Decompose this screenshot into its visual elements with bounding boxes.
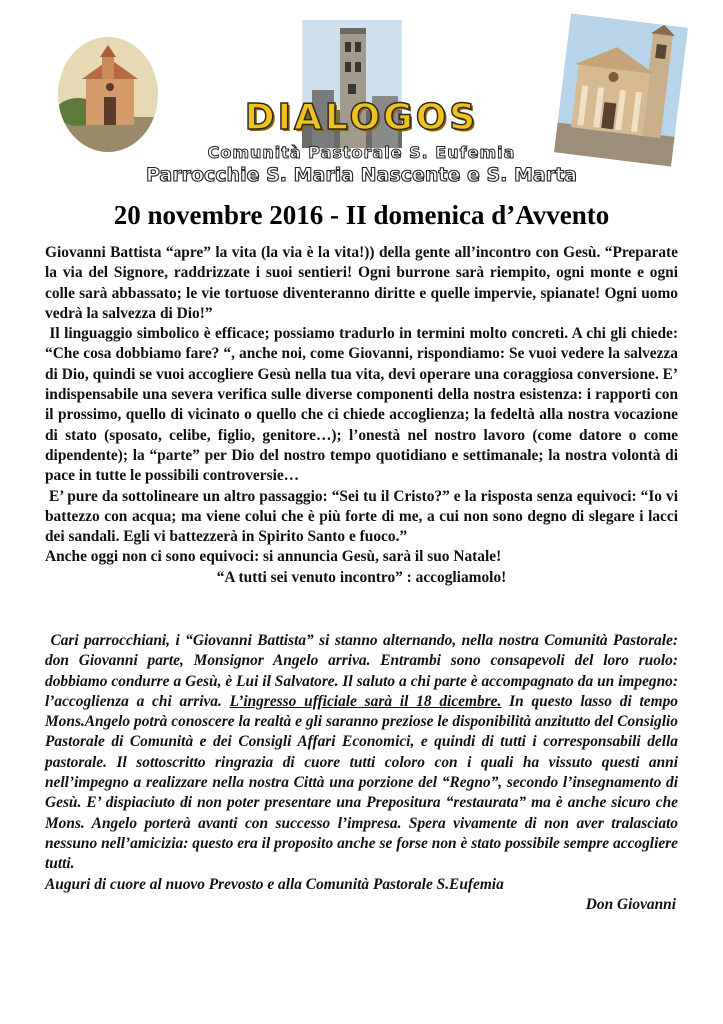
letter-paragraph xyxy=(45,631,678,875)
parishes-name: Parrocchie S. Maria Nascente e S. Marta xyxy=(146,164,577,186)
letter-text-part2: In questo lasso di tempo Mons.Angelo potrà conoscere la realtà e gli saranno preziose le disponibilità anzitutto del Consiglio Pastorale di Comunità e dei Consigli Affari Economici, e quindi di tutti i corresponsabili della pastorale. Il sottoscritto ringrazia di cuore tutti coloro con i quali ha vissuto questi anni nell’impegno a realizzare nella nostra Città una porzione del “Regno”, secondo l’insegnamento di Gesù. E’ dispiaciuto di non poter presentare una Prepositura “restaurata” ma è anche sicuro che Mons. Angelo porterà avanti con successo l’impresa. Spera vivamente di non aver tralasciato nessuno nell’amicizia: questo era il proposito anche se forse non è stato possibile sempre accogliere tutti. xyxy=(45,692,679,873)
masthead-title: DIALOGOS xyxy=(244,97,479,138)
entrance-date-underlined: L’ingresso ufficiale sarà il 18 dicembre. xyxy=(229,692,502,710)
letter-greeting: Auguri di cuore al nuovo Prevosto e alla Comunità Pastorale S.Eufemia xyxy=(45,875,504,893)
farewell-letter xyxy=(45,631,678,915)
body-paragraph-2-text: Il linguaggio simbolico è efficace; possiamo tradurlo in termini molto concreti. A chi gli chiede: “Che cosa dobbiamo fare? “, anche noi, come Giovanni, rispondiamo: Se vuoi vedere la salvezza di Dio, quindi se vuoi accogliere Gesù nella tua vita, devi operare una coraggiosa conversione. E’ indispensabile una severa verifica sulle diverse componenti della nostra esistenza: i rapporti con il prossimo, quello di vicinato o quello che ci chiede accoglienza; la fedeltà alla nostra vocazione di stato (sposato, celibe, figlio, genitore…); l’onestà nel nostro lavoro (come datore o come dipendente); la “parte” per Dio del nostro tempo quotidiano e settimanale; la nostra volontà di pace in tutte le possibili controversie… xyxy=(45,325,678,485)
signature: Don Giovanni xyxy=(585,895,676,913)
body-paragraph-4: Anche oggi non ci sono equivoci: si annuncia Gesù, sarà il suo Natale! xyxy=(45,548,502,566)
body-paragraph-1: Giovanni Battista “apre” la vita (la via è la vita!)) della gente all’incontro con Gesù. “Preparate la via del Signore, raddrizzate i suoi sentieri! Ogni burrone sarà riempito, ogni monte e ogni colle sarà abbassato; le vie tortuose diventeranno diritte e quelle impervie, spianate! Ogni uomo vedrà la salvezza di Dio!” xyxy=(45,244,678,322)
body-paragraph-3-text: E’ pure da sottolineare un altro passaggio: “Sei tu il Cristo?” e la risposta senza equivoci: “Io vi battezzo con acqua; ma viene colui che è più forte di me, a cui non sono degno di slegare i lacci dei sandali. Egli vi battezzerà in Spirito Santo e fuoco.” xyxy=(45,487,678,546)
body-quote-line: “A tutti sei venuto incontro” : accogliamolo! xyxy=(216,568,507,586)
date-heading: 20 novembre 2016 - II domenica d’Avvento xyxy=(113,200,610,230)
body-paragraph-3 xyxy=(45,487,678,548)
article-body xyxy=(45,243,678,588)
letter-text-part1: Cari parrocchiani, i “Giovanni Battista” si stanno alternando, nella nostra Comunità Pastorale: don Giovanni parte, Monsignor Angelo arriva. Entrambi sono consapevoli del loro ruolo: dobbiamo condurre a Gesù, è Lui il Salvatore. Il saluto a chi parte è accompagnato da un impegno: l’accoglienza a chi arriva. xyxy=(45,632,678,710)
body-paragraph-2 xyxy=(45,324,678,486)
community-name: Comunità Pastorale S. Eufemia xyxy=(207,143,516,162)
